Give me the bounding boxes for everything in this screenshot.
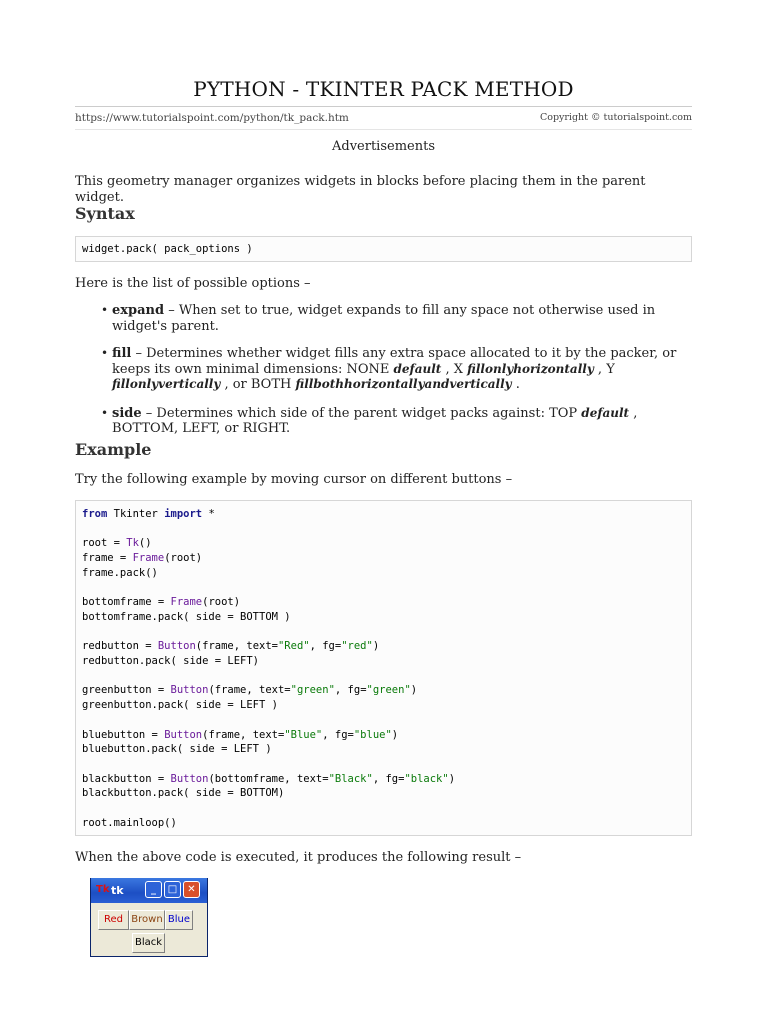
code-text: redbutton.pack( side = LEFT) [82, 655, 260, 668]
code-text: ) [391, 728, 399, 741]
syntax-heading: Syntax [75, 204, 135, 223]
code-keyword: from [82, 508, 108, 520]
math-term: default [393, 361, 442, 376]
option-desc: , or BOTH [220, 377, 296, 392]
code-text: bluebutton = [82, 728, 165, 741]
code-text: greenbutton.pack( side = LEFT ) [82, 699, 278, 712]
option-desc: , BOTTOM, LEFT, or RIGHT. [112, 405, 638, 436]
code-function: Frame [132, 552, 165, 565]
code-text: (frame, text= [202, 728, 285, 741]
code-function: Frame [170, 596, 203, 609]
code-text: bluebutton.pack( side = LEFT ) [82, 743, 272, 756]
option-desc: . [511, 377, 520, 392]
code-text: (frame, text= [195, 640, 278, 653]
option-expand [75, 303, 692, 334]
code-text: Tkinter [107, 508, 165, 520]
code-text: bottomframe.pack( side = BOTTOM ) [82, 610, 291, 623]
close-icon[interactable]: ✕ [183, 881, 200, 898]
code-string: "blue" [353, 728, 392, 741]
code-text: blackbutton = [82, 772, 171, 785]
code-text: blackbutton.pack( side = BOTTOM) [82, 787, 285, 800]
code-text: * [202, 508, 215, 520]
copyright-notice: Copyright © tutorialspoint.com [539, 112, 692, 123]
page-title: PYTHON - TKINTER PACK METHOD [193, 77, 574, 101]
option-name: fill [112, 346, 132, 361]
tk-blue-button[interactable]: Blue [165, 910, 193, 930]
advertisements-label: Advertisements [332, 139, 435, 154]
tk-brown-button[interactable]: Brown [129, 910, 165, 930]
code-string: "green" [366, 684, 411, 697]
options-list [75, 303, 692, 437]
code-text: (root) [202, 596, 241, 609]
code-text: ) [410, 684, 418, 697]
code-text: bottomframe = [82, 596, 171, 609]
example-heading: Example [75, 440, 152, 459]
code-function: Button [170, 684, 209, 697]
code-keyword: import [164, 508, 203, 520]
minimize-icon[interactable]: _ [145, 881, 162, 898]
tk-window-title: tk [111, 884, 124, 897]
intro-paragraph: This geometry manager organizes widgets in blocks before placing them in the parent widget. [75, 174, 646, 205]
code-function: Tk [126, 537, 139, 550]
code-text: , fg= [322, 728, 354, 741]
maximize-icon[interactable]: □ [164, 881, 181, 898]
code-text: redbutton = [82, 640, 158, 653]
code-string: "Blue" [284, 728, 323, 741]
tk-result-window [90, 878, 208, 957]
math-term: default [581, 405, 630, 420]
tk-feather-icon: Tk [96, 884, 110, 895]
math-term: fillbothhorizontallyandvertically [295, 377, 512, 391]
option-desc: – Determines whether widget fills any extra space allocated to it by the packer, or keeps its own minimal dimensions: NONE [112, 346, 677, 377]
example-intro: Try the following example by moving cursor on different buttons – [75, 472, 513, 487]
code-text: frame.pack() [82, 566, 158, 579]
syntax-code: widget.pack( pack_options ) [82, 243, 253, 255]
tk-red-button[interactable]: Red [98, 910, 129, 930]
code-text: (root) [164, 552, 203, 565]
code-text: , fg= [309, 640, 342, 653]
code-text: greenbutton = [82, 684, 171, 697]
option-fill [75, 346, 692, 393]
code-string: "red" [341, 640, 373, 653]
option-desc: , Y [593, 361, 615, 377]
code-string: "Red" [277, 640, 310, 653]
code-text: (frame, text= [208, 684, 291, 697]
code-text: (bottomframe, text= [208, 772, 329, 785]
option-desc: – When set to true, widget expands to fill any space not otherwise used in widget's parent. [112, 303, 656, 334]
url-bar [75, 106, 692, 130]
tk-title-bar[interactable] [91, 878, 207, 903]
option-name: expand [112, 303, 165, 318]
result-intro: When the above code is executed, it produces the following result – [75, 850, 522, 865]
syntax-code-box [75, 236, 692, 262]
code-function: Button [170, 772, 209, 785]
code-text: , fg= [372, 772, 405, 785]
code-string: "black" [404, 772, 449, 785]
example-code-box [75, 500, 692, 836]
code-text: , fg= [334, 684, 367, 697]
code-text: ) [372, 640, 380, 653]
math-term: fillonlyvertically [112, 377, 221, 391]
code-function: Button [164, 728, 203, 741]
option-side [75, 406, 692, 437]
tk-black-button[interactable]: Black [132, 933, 165, 953]
code-text: frame = [82, 552, 133, 565]
code-text: () [138, 537, 152, 550]
source-url[interactable]: https://www.tutorialspoint.com/python/tk_pack.htm [75, 112, 349, 124]
option-desc: – Determines which side of the parent widget packs against: TOP [141, 405, 582, 421]
example-code [76, 501, 691, 836]
code-text: root.mainloop() [82, 816, 177, 829]
math-term: fillonlyhorizontally [467, 361, 594, 376]
code-string: "green" [290, 684, 335, 697]
option-desc: , X [441, 361, 468, 377]
code-text: ) [448, 772, 456, 785]
code-text: root = [82, 537, 127, 550]
code-function: Button [157, 640, 196, 653]
options-intro: Here is the list of possible options – [75, 276, 311, 291]
code-string: "Black" [328, 772, 373, 785]
option-name: side [112, 405, 142, 421]
